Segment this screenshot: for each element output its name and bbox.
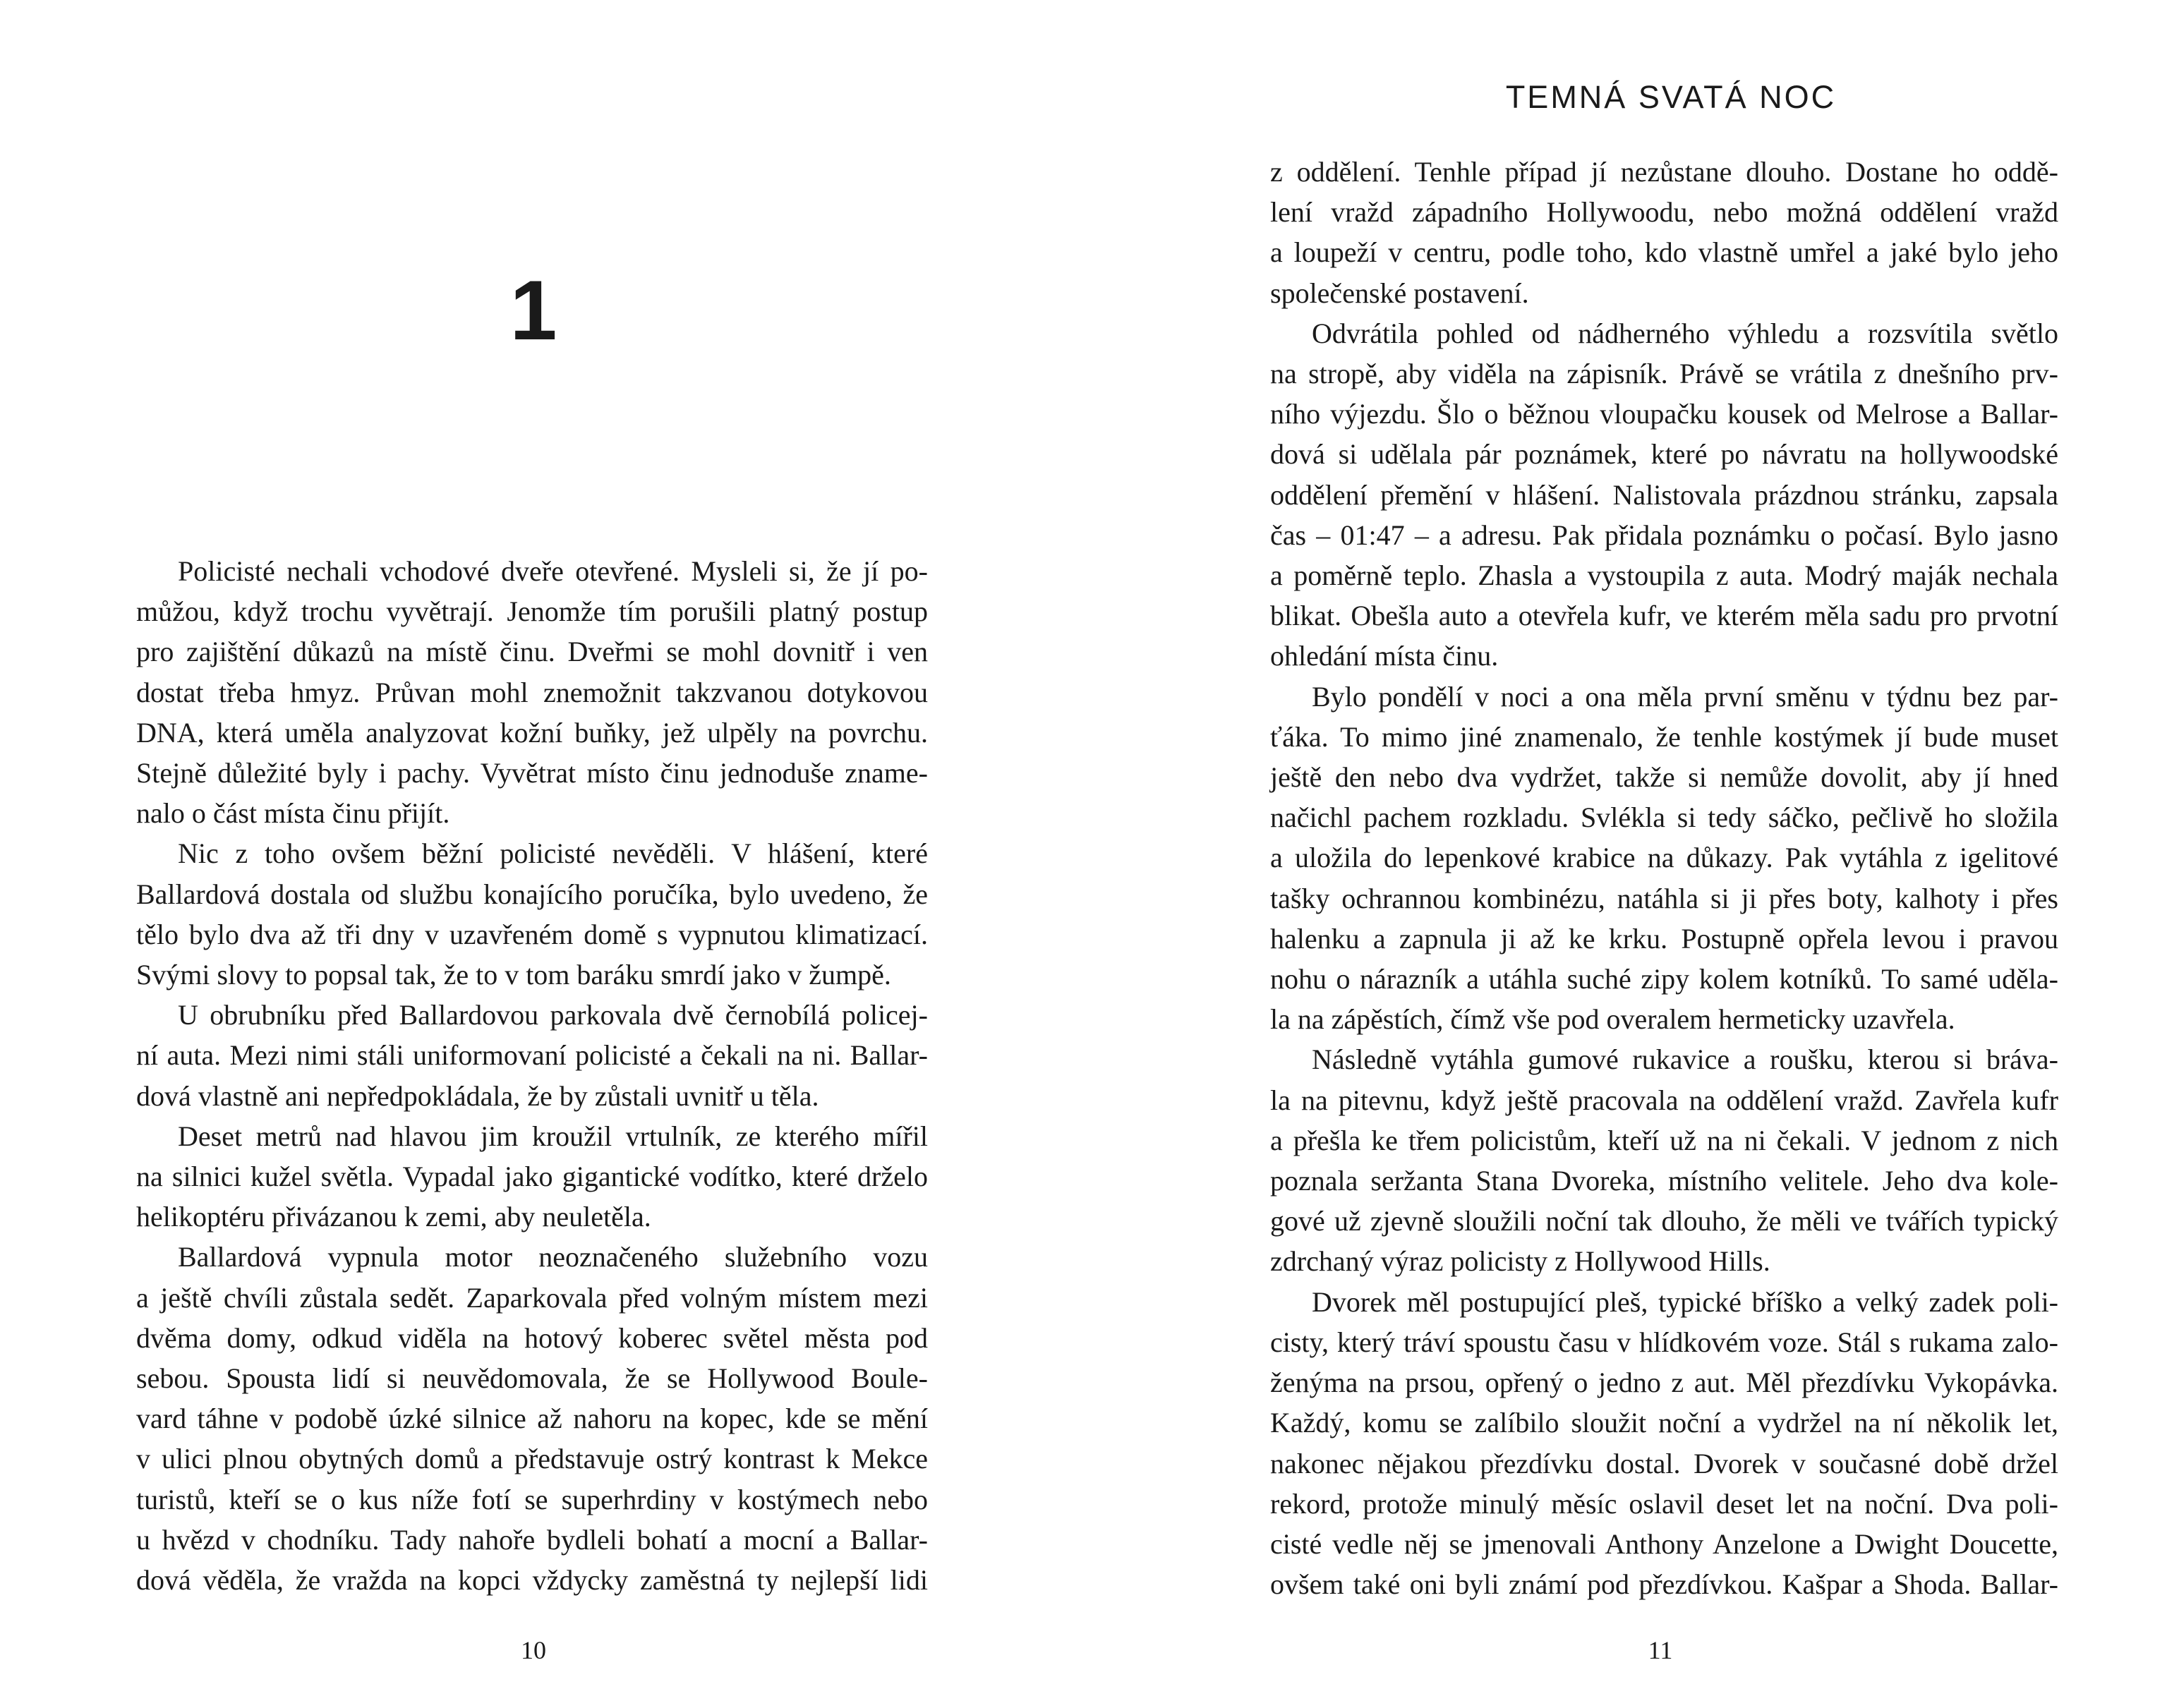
text-line: Následně vytáhla gumové rukavice a roušku, kterou si bráva- [1312,1043,2058,1076]
left-page-body [136,551,928,1600]
text-line: na silnici kužel světla. Vypadal jako gigantické vodítko, které drželo [136,1161,928,1193]
text-line: nakonec nějakou přezdívku dostal. Dvorek v současné době držel [1270,1447,2058,1479]
text-line: a poměrně teplo. Zhasla a vystoupila z auta. Modrý maják nechala [1270,559,2058,592]
text-line: z oddělení. Tenhle případ jí nezůstane dlouho. Dostane ho oddě- [1270,156,2058,188]
text-line: dová si udělala pár poznámek, které po návratu na hollywoodské [1270,438,2058,471]
text-line: Dvorek měl postupující pleš, typické bříško a velký zadek poli- [1312,1285,2058,1318]
text-line: Bylo pondělí v noci a ona měla první směnu v týdnu bez par- [1312,680,2058,713]
text-line: vard táhne v podobě úzké silnice až nahoru na kopec, kde se mění [136,1403,928,1435]
text-line: poznala seržanta Stana Dvoreka, místního velitele. Jeho dva kole- [1270,1165,2058,1197]
text-line: ohledání místa činu. [1270,640,1499,672]
text-line: Policisté nechali vchodové dveře otevřené. Mysleli si, že jí po- [178,555,928,587]
text-line: na stropě, aby viděla na zápisník. Právě se vrátila z dnešního prv- [1270,358,2058,390]
text-line: zdrchaný výraz policisty z Hollywood Hills. [1270,1245,1770,1278]
text-line: ještě den nebo dva vydržet, takže si nemůže dovolit, aby jí hned [1270,761,2058,794]
text-line: Ballardová dostala od službu konajícího poručíka, bylo uvedeno, že [136,878,928,910]
text-line: načichl pachem rozkladu. Svlékla si tedy sáčko, pečlivě ho složila [1270,801,2058,834]
left-page [0,0,1083,1708]
text-line: a ještě chvíli zůstala sedět. Zaparkovala před volným místem mezi [136,1281,928,1314]
text-line: ťáka. To mimo jiné znamenalo, že tenhle kostýmek jí bude muset [1270,720,2058,753]
text-line: DNA, která uměla analyzovat kožní buňky, jež ulpěly na povrchu. [136,716,928,749]
text-line: pro zajištění důkazů na místě činu. Dveřmi se mohl dovnitř i ven [136,636,928,668]
text-line: Nic z toho ovšem běžní policisté nevěděli. V hlášení, které [178,837,928,870]
text-line: a přešla ke třem policistům, kteří už na ni čekali. V jednom z nich [1270,1124,2058,1156]
text-line: la na zápěstích, čímž vše pod overalem hermeticky uzavřela. [1270,1003,1955,1036]
text-line: cisté vedle něj se jmenovali Anthony Anzelone a Dwight Doucette, [1270,1527,2058,1560]
page-number: 11 [1648,1636,1673,1664]
text-line: čas – 01:47 – a adresu. Pak přidala poznámku o počasí. Bylo jasno [1270,519,2058,551]
text-line: gové už zjevně sloužili noční tak dlouho, že měli ve tvářích typický [1270,1205,2058,1237]
text-line: lení vražd západního Hollywoodu, nebo možná oddělení vražd [1270,196,2058,229]
text-line: v ulici plnou obytných domů a představuje ostrý kontrast k Mekce [136,1443,928,1475]
text-line: můžou, když trochu vyvětrají. Jenomže tím porušili platný postup [136,595,928,628]
text-line: halenku a zapnula ji až ke krku. Postupně opřela levou i pravou [1270,922,2058,955]
text-line: a loupeží v centru, podle toho, kdo vlastně umřel a jaké bylo jeho [1270,236,2058,269]
text-line: Deset metrů nad hlavou jim kroužil vrtulník, ze kterého mířil [178,1120,928,1152]
text-line: dová věděla, že vražda na kopci vždycky zaměstná ty nejlepší lidi [136,1564,928,1597]
chapter-number: 1 [509,263,557,358]
text-line: nalo o část místa činu přijít. [136,797,450,830]
text-line: Svými slovy to popsal tak, že to v tom baráku smrdí jako v žumpě. [136,959,891,991]
text-line: dová vlastně ani nepředpokládala, že by zůstali uvnitř u těla. [136,1079,819,1112]
text-line: turistů, kteří se o kus níže fotí se superhrdiny v kostýmech nebo [136,1483,928,1515]
text-line: la na pitevnu, když ještě pracovala na oddělení vražd. Zavřela kufr [1270,1084,2058,1116]
text-line: ženýma na prsou, opřený o jedno z aut. Měl přezdívku Vykopávka. [1270,1367,2058,1399]
text-line: ního výjezdu. Šlo o běžnou vloupačku kousek od Melrose a Ballar- [1270,398,2058,430]
text-line: rekord, protože minulý měsíc oslavil deset let na noční. Dva poli- [1270,1487,2058,1520]
text-line: helikoptéru přivázanou k zemi, aby neuletěla. [136,1201,651,1233]
text-line: dvěma domy, odkud viděla na hotový koberec světel města pod [136,1321,928,1354]
text-line: ovšem také oni byli známí pod přezdívkou. Kašpar a Shoda. Ballar- [1270,1568,2058,1601]
page-number: 10 [521,1636,546,1664]
text-line: u hvězd v chodníku. Tady nahoře bydleli bohatí a mocní a Ballar- [136,1523,928,1556]
text-line: nohu o nárazník a utáhla suché zipy kolem kotníků. To samé udělа- [1270,963,2058,995]
text-line: a uložila do lepenkové krabice na důkazy. Pak vytáhla z igelitové [1270,842,2058,874]
text-line: tašky ochrannou kombinézu, natáhla si ji přes boty, kalhoty i přes [1270,882,2058,914]
text-line: Odvrátila pohled od nádherného výhledu a rozsvítila světlo [1312,317,2058,349]
right-page-body [1270,152,2058,1604]
text-line: dostat třeba hmyz. Průvan mohl znemožnit takzvanou dotykovou [136,676,928,708]
text-line: Stejně důležité byly i pachy. Vyvětrat místo činu jednoduše zname- [136,757,928,789]
text-line: ní auta. Mezi nimi stáli uniformovaní policisté a čekali na ni. Ballar- [136,1039,928,1072]
text-line: cisty, který tráví spoustu času v hlídkovém voze. Stál s rukama zalo- [1270,1326,2058,1358]
text-line: Ballardová vypnula motor neoznačeného služebního vozu [178,1241,928,1273]
text-line: oddělení přemění v hlášení. Nalistovala prázdnou stránku, zapsala [1270,478,2058,511]
text-line: sebou. Spousta lidí si neuvědomovala, že se Hollywood Boule- [136,1362,928,1395]
text-line: blikat. Obešla auto a otevřela kufr, ve kterém měla sadu pro prvotní [1270,600,2058,632]
text-line: Každý, komu se zalíbilo sloužit noční a vydržel na ní několik let, [1270,1407,2058,1439]
text-line: tělo bylo dva až tři dny v uzavřeném domě s vypnutou klimatizací. [136,918,928,950]
running-head: TEMNÁ SVATÁ NOC [1505,79,1837,115]
text-line: společenské postavení. [1270,277,1529,309]
text-line: U obrubníku před Ballardovou parkovala dvě černobílá policej- [178,999,928,1031]
